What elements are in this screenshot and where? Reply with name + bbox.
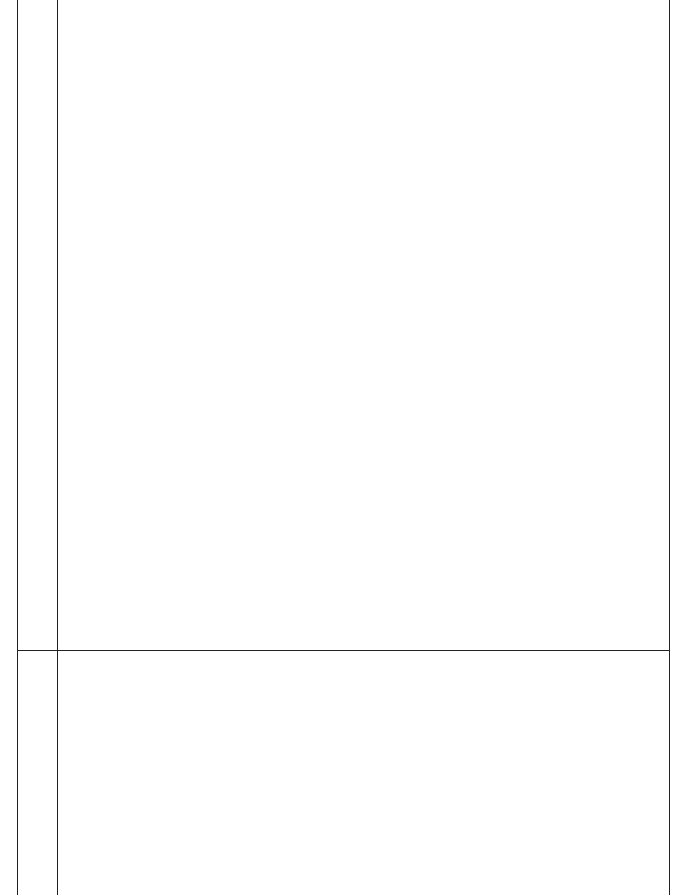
section-title — [62, 652, 666, 672]
subheading — [62, 678, 666, 698]
table-column-divider — [57, 0, 58, 895]
table-right-border — [669, 0, 670, 895]
row-divider — [17, 650, 670, 651]
table-left-border — [17, 0, 18, 895]
row-6-content — [62, 652, 666, 698]
